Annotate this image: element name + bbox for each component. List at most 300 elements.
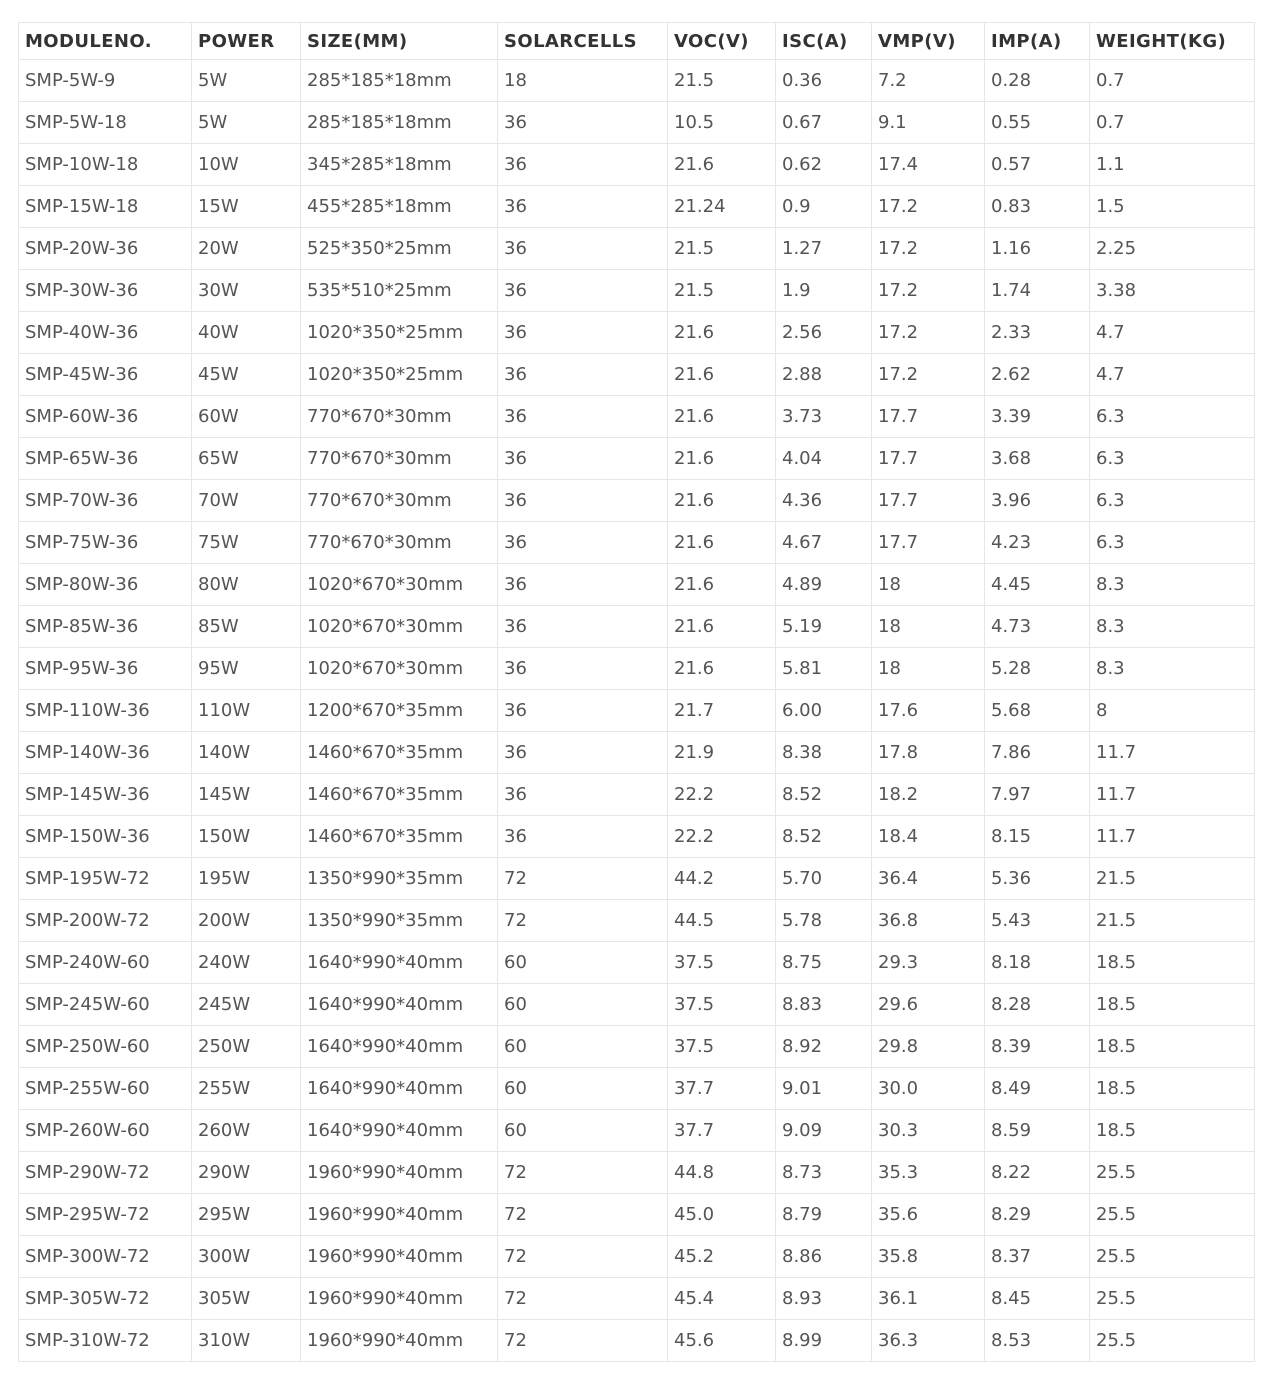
cell-solar-cells: 60 [498, 1026, 668, 1068]
cell-module-no: SMP-195W-72 [19, 858, 192, 900]
cell-imp: 8.39 [985, 1026, 1090, 1068]
table-row [19, 1152, 1255, 1194]
cell-voc: 37.7 [668, 1068, 776, 1110]
cell-module-no: SMP-200W-72 [19, 900, 192, 942]
cell-weight: 6.3 [1090, 438, 1255, 480]
cell-voc: 22.2 [668, 816, 776, 858]
cell-voc: 21.5 [668, 228, 776, 270]
cell-voc: 37.5 [668, 1026, 776, 1068]
table-row [19, 270, 1255, 312]
cell-power: 40W [192, 312, 301, 354]
cell-solar-cells: 36 [498, 270, 668, 312]
cell-solar-cells: 36 [498, 438, 668, 480]
cell-power: 10W [192, 144, 301, 186]
cell-module-no: SMP-10W-18 [19, 144, 192, 186]
cell-vmp: 35.8 [872, 1236, 985, 1278]
cell-voc: 21.6 [668, 144, 776, 186]
cell-imp: 4.23 [985, 522, 1090, 564]
cell-size: 770*670*30mm [301, 438, 498, 480]
cell-size: 1640*990*40mm [301, 1026, 498, 1068]
cell-isc: 3.73 [776, 396, 872, 438]
header-isc: ISC(A) [776, 23, 872, 60]
cell-power: 5W [192, 102, 301, 144]
cell-module-no: SMP-145W-36 [19, 774, 192, 816]
cell-power: 260W [192, 1110, 301, 1152]
cell-power: 300W [192, 1236, 301, 1278]
cell-weight: 25.5 [1090, 1152, 1255, 1194]
cell-isc: 5.70 [776, 858, 872, 900]
header-imp: IMP(A) [985, 23, 1090, 60]
cell-imp: 7.97 [985, 774, 1090, 816]
cell-vmp: 36.4 [872, 858, 985, 900]
cell-power: 245W [192, 984, 301, 1026]
cell-weight: 6.3 [1090, 396, 1255, 438]
cell-imp: 5.36 [985, 858, 1090, 900]
cell-vmp: 35.3 [872, 1152, 985, 1194]
cell-size: 1960*990*40mm [301, 1320, 498, 1362]
cell-power: 30W [192, 270, 301, 312]
table-row [19, 900, 1255, 942]
cell-isc: 2.88 [776, 354, 872, 396]
cell-weight: 8.3 [1090, 606, 1255, 648]
cell-weight: 18.5 [1090, 1026, 1255, 1068]
cell-isc: 9.01 [776, 1068, 872, 1110]
cell-vmp: 17.7 [872, 480, 985, 522]
cell-voc: 21.6 [668, 438, 776, 480]
cell-weight: 18.5 [1090, 1110, 1255, 1152]
cell-size: 1460*670*35mm [301, 816, 498, 858]
cell-module-no: SMP-140W-36 [19, 732, 192, 774]
cell-vmp: 18.2 [872, 774, 985, 816]
cell-vmp: 17.2 [872, 270, 985, 312]
cell-isc: 2.56 [776, 312, 872, 354]
cell-solar-cells: 72 [498, 1236, 668, 1278]
cell-voc: 21.6 [668, 312, 776, 354]
cell-module-no: SMP-295W-72 [19, 1194, 192, 1236]
cell-imp: 0.28 [985, 60, 1090, 102]
cell-isc: 8.92 [776, 1026, 872, 1068]
cell-power: 145W [192, 774, 301, 816]
cell-imp: 2.33 [985, 312, 1090, 354]
cell-size: 455*285*18mm [301, 186, 498, 228]
cell-power: 5W [192, 60, 301, 102]
cell-weight: 8 [1090, 690, 1255, 732]
cell-solar-cells: 36 [498, 396, 668, 438]
spec-table-container [18, 22, 1254, 1362]
cell-vmp: 9.1 [872, 102, 985, 144]
cell-vmp: 30.3 [872, 1110, 985, 1152]
cell-vmp: 18 [872, 564, 985, 606]
cell-power: 255W [192, 1068, 301, 1110]
cell-isc: 4.36 [776, 480, 872, 522]
table-row [19, 438, 1255, 480]
cell-voc: 21.5 [668, 60, 776, 102]
cell-module-no: SMP-240W-60 [19, 942, 192, 984]
cell-size: 1200*670*35mm [301, 690, 498, 732]
cell-power: 15W [192, 186, 301, 228]
table-row [19, 1236, 1255, 1278]
cell-vmp: 17.6 [872, 690, 985, 732]
cell-solar-cells: 36 [498, 522, 668, 564]
cell-voc: 44.5 [668, 900, 776, 942]
cell-vmp: 17.2 [872, 312, 985, 354]
cell-solar-cells: 72 [498, 1320, 668, 1362]
cell-size: 1020*670*30mm [301, 606, 498, 648]
cell-voc: 45.6 [668, 1320, 776, 1362]
cell-vmp: 29.8 [872, 1026, 985, 1068]
cell-voc: 21.6 [668, 606, 776, 648]
cell-solar-cells: 36 [498, 312, 668, 354]
cell-voc: 21.9 [668, 732, 776, 774]
cell-voc: 21.6 [668, 522, 776, 564]
cell-vmp: 30.0 [872, 1068, 985, 1110]
cell-voc: 21.6 [668, 354, 776, 396]
table-row [19, 396, 1255, 438]
cell-size: 770*670*30mm [301, 522, 498, 564]
cell-solar-cells: 36 [498, 816, 668, 858]
cell-imp: 8.29 [985, 1194, 1090, 1236]
cell-imp: 0.55 [985, 102, 1090, 144]
cell-isc: 8.52 [776, 816, 872, 858]
cell-power: 310W [192, 1320, 301, 1362]
cell-voc: 44.2 [668, 858, 776, 900]
cell-imp: 4.45 [985, 564, 1090, 606]
cell-vmp: 18 [872, 606, 985, 648]
cell-weight: 18.5 [1090, 984, 1255, 1026]
cell-size: 770*670*30mm [301, 480, 498, 522]
cell-voc: 37.5 [668, 942, 776, 984]
cell-size: 285*185*18mm [301, 60, 498, 102]
cell-power: 290W [192, 1152, 301, 1194]
cell-power: 20W [192, 228, 301, 270]
table-row [19, 732, 1255, 774]
cell-imp: 0.57 [985, 144, 1090, 186]
cell-module-no: SMP-250W-60 [19, 1026, 192, 1068]
cell-size: 1960*990*40mm [301, 1152, 498, 1194]
cell-voc: 21.24 [668, 186, 776, 228]
cell-isc: 6.00 [776, 690, 872, 732]
cell-weight: 1.1 [1090, 144, 1255, 186]
cell-isc: 8.93 [776, 1278, 872, 1320]
cell-power: 60W [192, 396, 301, 438]
cell-imp: 1.16 [985, 228, 1090, 270]
cell-size: 525*350*25mm [301, 228, 498, 270]
solar-module-spec-table [18, 22, 1255, 1362]
cell-imp: 8.22 [985, 1152, 1090, 1194]
cell-solar-cells: 60 [498, 984, 668, 1026]
cell-power: 150W [192, 816, 301, 858]
cell-module-no: SMP-95W-36 [19, 648, 192, 690]
header-size: SIZE(MM) [301, 23, 498, 60]
header-vmp: VMP(V) [872, 23, 985, 60]
cell-weight: 1.5 [1090, 186, 1255, 228]
cell-solar-cells: 36 [498, 186, 668, 228]
cell-voc: 44.8 [668, 1152, 776, 1194]
cell-isc: 5.78 [776, 900, 872, 942]
cell-module-no: SMP-85W-36 [19, 606, 192, 648]
header-power: POWER [192, 23, 301, 60]
cell-solar-cells: 36 [498, 774, 668, 816]
table-row [19, 480, 1255, 522]
cell-solar-cells: 36 [498, 732, 668, 774]
cell-size: 1020*350*25mm [301, 312, 498, 354]
cell-isc: 5.81 [776, 648, 872, 690]
cell-voc: 21.7 [668, 690, 776, 732]
table-row [19, 1026, 1255, 1068]
cell-weight: 3.38 [1090, 270, 1255, 312]
cell-size: 1960*990*40mm [301, 1236, 498, 1278]
cell-vmp: 17.4 [872, 144, 985, 186]
cell-size: 1960*990*40mm [301, 1194, 498, 1236]
table-row [19, 312, 1255, 354]
cell-solar-cells: 36 [498, 102, 668, 144]
cell-solar-cells: 72 [498, 1152, 668, 1194]
cell-weight: 25.5 [1090, 1320, 1255, 1362]
cell-vmp: 17.7 [872, 522, 985, 564]
cell-solar-cells: 36 [498, 606, 668, 648]
cell-weight: 6.3 [1090, 522, 1255, 564]
cell-vmp: 29.3 [872, 942, 985, 984]
cell-power: 200W [192, 900, 301, 942]
cell-solar-cells: 36 [498, 690, 668, 732]
cell-module-no: SMP-40W-36 [19, 312, 192, 354]
cell-imp: 8.53 [985, 1320, 1090, 1362]
cell-module-no: SMP-290W-72 [19, 1152, 192, 1194]
cell-voc: 21.6 [668, 480, 776, 522]
cell-isc: 1.9 [776, 270, 872, 312]
cell-weight: 4.7 [1090, 312, 1255, 354]
cell-isc: 4.04 [776, 438, 872, 480]
cell-weight: 8.3 [1090, 648, 1255, 690]
table-row [19, 564, 1255, 606]
cell-weight: 11.7 [1090, 774, 1255, 816]
cell-module-no: SMP-45W-36 [19, 354, 192, 396]
cell-solar-cells: 36 [498, 354, 668, 396]
cell-imp: 8.49 [985, 1068, 1090, 1110]
cell-voc: 45.4 [668, 1278, 776, 1320]
cell-module-no: SMP-15W-18 [19, 186, 192, 228]
table-row [19, 228, 1255, 270]
cell-power: 45W [192, 354, 301, 396]
table-row [19, 60, 1255, 102]
cell-size: 345*285*18mm [301, 144, 498, 186]
cell-imp: 3.68 [985, 438, 1090, 480]
cell-isc: 0.67 [776, 102, 872, 144]
cell-solar-cells: 60 [498, 1110, 668, 1152]
cell-vmp: 17.7 [872, 438, 985, 480]
cell-isc: 0.62 [776, 144, 872, 186]
cell-solar-cells: 72 [498, 1194, 668, 1236]
cell-solar-cells: 36 [498, 228, 668, 270]
table-row [19, 984, 1255, 1026]
table-row [19, 144, 1255, 186]
cell-isc: 9.09 [776, 1110, 872, 1152]
cell-module-no: SMP-5W-9 [19, 60, 192, 102]
cell-size: 1020*350*25mm [301, 354, 498, 396]
cell-power: 305W [192, 1278, 301, 1320]
cell-voc: 21.6 [668, 648, 776, 690]
cell-size: 1960*990*40mm [301, 1278, 498, 1320]
cell-vmp: 36.3 [872, 1320, 985, 1362]
header-voc: VOC(V) [668, 23, 776, 60]
cell-solar-cells: 36 [498, 144, 668, 186]
cell-module-no: SMP-260W-60 [19, 1110, 192, 1152]
cell-imp: 8.45 [985, 1278, 1090, 1320]
cell-voc: 22.2 [668, 774, 776, 816]
cell-isc: 8.52 [776, 774, 872, 816]
cell-vmp: 18.4 [872, 816, 985, 858]
cell-isc: 8.83 [776, 984, 872, 1026]
table-row [19, 648, 1255, 690]
cell-imp: 1.74 [985, 270, 1090, 312]
cell-size: 1020*670*30mm [301, 648, 498, 690]
cell-module-no: SMP-65W-36 [19, 438, 192, 480]
cell-size: 1350*990*35mm [301, 858, 498, 900]
cell-weight: 18.5 [1090, 942, 1255, 984]
cell-module-no: SMP-310W-72 [19, 1320, 192, 1362]
cell-weight: 8.3 [1090, 564, 1255, 606]
cell-imp: 3.96 [985, 480, 1090, 522]
table-row [19, 354, 1255, 396]
cell-size: 1640*990*40mm [301, 1110, 498, 1152]
table-body [19, 60, 1255, 1362]
cell-weight: 2.25 [1090, 228, 1255, 270]
table-row [19, 1194, 1255, 1236]
cell-voc: 45.0 [668, 1194, 776, 1236]
cell-vmp: 18 [872, 648, 985, 690]
cell-module-no: SMP-20W-36 [19, 228, 192, 270]
cell-imp: 0.83 [985, 186, 1090, 228]
table-row [19, 1068, 1255, 1110]
cell-isc: 5.19 [776, 606, 872, 648]
cell-vmp: 17.2 [872, 186, 985, 228]
header-module-no: MODULENO. [19, 23, 192, 60]
cell-vmp: 36.8 [872, 900, 985, 942]
table-header-row [19, 23, 1255, 60]
cell-size: 1460*670*35mm [301, 732, 498, 774]
cell-voc: 45.2 [668, 1236, 776, 1278]
cell-size: 285*185*18mm [301, 102, 498, 144]
cell-imp: 8.18 [985, 942, 1090, 984]
cell-imp: 5.28 [985, 648, 1090, 690]
cell-solar-cells: 36 [498, 648, 668, 690]
table-row [19, 774, 1255, 816]
cell-imp: 7.86 [985, 732, 1090, 774]
table-row [19, 1278, 1255, 1320]
cell-weight: 6.3 [1090, 480, 1255, 522]
header-weight: WEIGHT(KG) [1090, 23, 1255, 60]
cell-module-no: SMP-60W-36 [19, 396, 192, 438]
cell-solar-cells: 60 [498, 942, 668, 984]
cell-vmp: 29.6 [872, 984, 985, 1026]
cell-imp: 8.15 [985, 816, 1090, 858]
cell-isc: 0.36 [776, 60, 872, 102]
cell-weight: 4.7 [1090, 354, 1255, 396]
cell-imp: 4.73 [985, 606, 1090, 648]
cell-module-no: SMP-5W-18 [19, 102, 192, 144]
cell-imp: 3.39 [985, 396, 1090, 438]
cell-isc: 8.79 [776, 1194, 872, 1236]
cell-weight: 11.7 [1090, 732, 1255, 774]
cell-imp: 8.28 [985, 984, 1090, 1026]
cell-module-no: SMP-255W-60 [19, 1068, 192, 1110]
cell-solar-cells: 60 [498, 1068, 668, 1110]
table-row [19, 102, 1255, 144]
header-solar-cells: SOLARCELLS [498, 23, 668, 60]
cell-voc: 37.7 [668, 1110, 776, 1152]
cell-power: 65W [192, 438, 301, 480]
cell-isc: 0.9 [776, 186, 872, 228]
cell-module-no: SMP-300W-72 [19, 1236, 192, 1278]
cell-module-no: SMP-245W-60 [19, 984, 192, 1026]
cell-power: 80W [192, 564, 301, 606]
cell-isc: 8.99 [776, 1320, 872, 1362]
cell-weight: 25.5 [1090, 1236, 1255, 1278]
cell-imp: 5.68 [985, 690, 1090, 732]
cell-module-no: SMP-110W-36 [19, 690, 192, 732]
cell-voc: 37.5 [668, 984, 776, 1026]
cell-vmp: 36.1 [872, 1278, 985, 1320]
table-row [19, 690, 1255, 732]
cell-power: 95W [192, 648, 301, 690]
cell-weight: 0.7 [1090, 60, 1255, 102]
cell-power: 75W [192, 522, 301, 564]
cell-size: 1640*990*40mm [301, 984, 498, 1026]
cell-weight: 18.5 [1090, 1068, 1255, 1110]
cell-power: 195W [192, 858, 301, 900]
table-row [19, 816, 1255, 858]
cell-vmp: 17.2 [872, 354, 985, 396]
cell-size: 1020*670*30mm [301, 564, 498, 606]
cell-power: 140W [192, 732, 301, 774]
cell-weight: 21.5 [1090, 858, 1255, 900]
cell-power: 250W [192, 1026, 301, 1068]
cell-isc: 8.86 [776, 1236, 872, 1278]
table-row [19, 1110, 1255, 1152]
table-row [19, 186, 1255, 228]
cell-voc: 21.5 [668, 270, 776, 312]
cell-weight: 21.5 [1090, 900, 1255, 942]
cell-size: 1640*990*40mm [301, 942, 498, 984]
cell-solar-cells: 18 [498, 60, 668, 102]
cell-solar-cells: 72 [498, 1278, 668, 1320]
cell-module-no: SMP-80W-36 [19, 564, 192, 606]
cell-module-no: SMP-70W-36 [19, 480, 192, 522]
cell-module-no: SMP-305W-72 [19, 1278, 192, 1320]
cell-imp: 2.62 [985, 354, 1090, 396]
cell-weight: 0.7 [1090, 102, 1255, 144]
cell-imp: 8.37 [985, 1236, 1090, 1278]
cell-size: 1350*990*35mm [301, 900, 498, 942]
cell-imp: 8.59 [985, 1110, 1090, 1152]
cell-isc: 4.67 [776, 522, 872, 564]
cell-vmp: 17.2 [872, 228, 985, 270]
table-row [19, 606, 1255, 648]
cell-solar-cells: 36 [498, 564, 668, 606]
cell-power: 110W [192, 690, 301, 732]
cell-vmp: 7.2 [872, 60, 985, 102]
cell-isc: 1.27 [776, 228, 872, 270]
cell-isc: 8.38 [776, 732, 872, 774]
cell-vmp: 17.7 [872, 396, 985, 438]
cell-power: 85W [192, 606, 301, 648]
cell-voc: 21.6 [668, 396, 776, 438]
cell-module-no: SMP-150W-36 [19, 816, 192, 858]
cell-size: 1640*990*40mm [301, 1068, 498, 1110]
cell-weight: 25.5 [1090, 1278, 1255, 1320]
cell-solar-cells: 72 [498, 858, 668, 900]
table-row [19, 942, 1255, 984]
